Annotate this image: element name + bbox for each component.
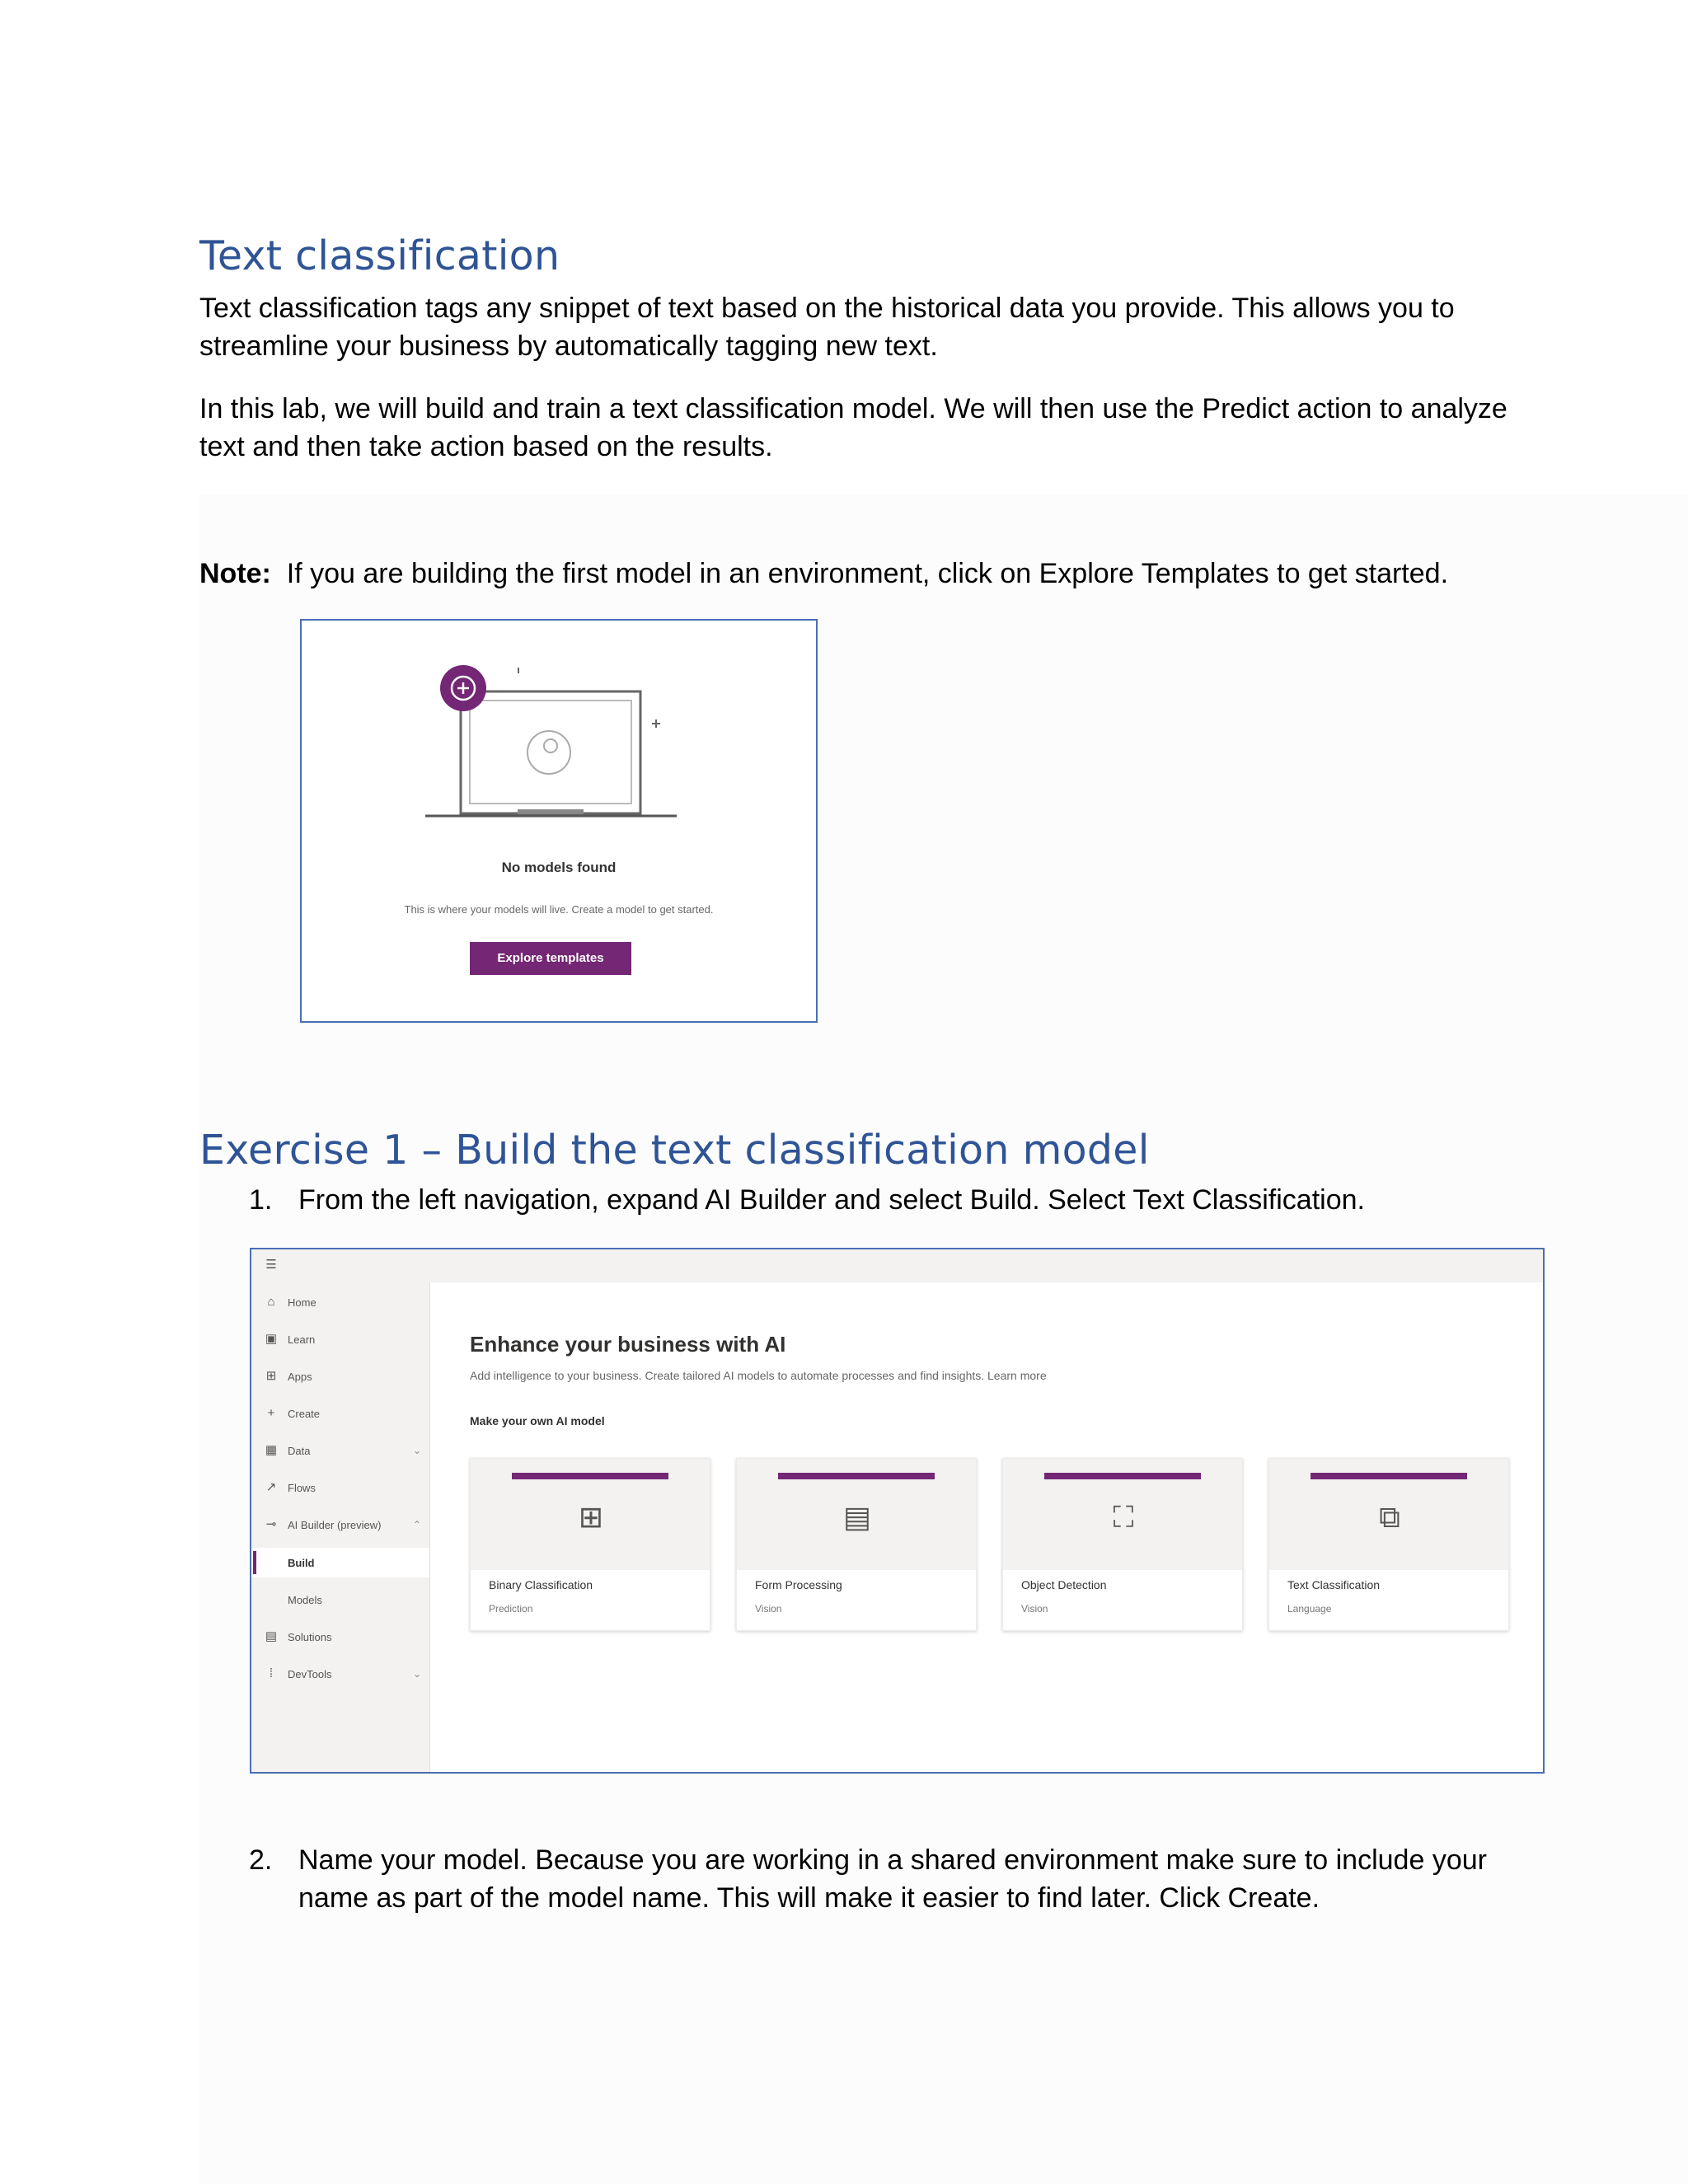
laptop-illustration-icon [302, 621, 819, 818]
left-navigation [251, 1249, 430, 1772]
nav-item-data[interactable] [265, 1439, 422, 1462]
card-accent-bar [778, 1473, 935, 1479]
solutions-icon: ▤ [265, 1629, 278, 1643]
nav-item-build[interactable] [288, 1551, 315, 1574]
note-text: If you are building the first model in an environment, click on Explore Templates to get started. [286, 558, 1449, 589]
hamburger-icon: ☰ [265, 1258, 277, 1272]
card-title: Form Processing [755, 1578, 842, 1591]
note-paragraph [199, 555, 1518, 593]
chevron-down-icon: ⌄ [413, 1445, 422, 1456]
nav-item-label: Create [288, 1407, 321, 1420]
nav-item-label: AI Builder (preview) [288, 1518, 382, 1531]
nav-item-label: Learn [288, 1333, 316, 1346]
empty-state-subtitle: This is where your models will live. Create a model to get started. [404, 903, 714, 916]
hamburger-menu[interactable] [265, 1254, 278, 1277]
nav-item-label: Apps [288, 1370, 312, 1383]
card-text-classification[interactable] [1268, 1458, 1509, 1631]
text-classification-icon: ⧉ [1379, 1500, 1400, 1534]
step-text: Name your model. Because you are working in a shared environment make sure to include your name as part of the model name. This will make it easier to find later. Click Create. [298, 1844, 1487, 1914]
nav-item-label: Home [288, 1296, 316, 1309]
ai-builder-screenshot [250, 1248, 1545, 1774]
nav-item-devtools[interactable] [265, 1662, 422, 1685]
step-text: From the left navigation, expand AI Builder and select Build. Select Text Classification. [298, 1184, 1365, 1216]
section-label: Make your own AI model [470, 1414, 605, 1427]
nav-item-create[interactable] [265, 1402, 320, 1425]
nav-selected-indicator [253, 1551, 256, 1574]
page-subtitle: Add intelligence to your business. Create tailored AI models to automate processes and find insights. Learn more [470, 1369, 1047, 1382]
devtools-icon: ⁞ [269, 1666, 274, 1680]
flow-icon: ↗ [265, 1480, 277, 1494]
nav-item-models[interactable] [288, 1588, 322, 1611]
nav-item-label: DevTools [288, 1667, 332, 1680]
nav-item-label: Flows [288, 1481, 316, 1494]
note-label: Note: [199, 558, 271, 589]
nav-item-home[interactable] [265, 1291, 316, 1314]
book-icon: ▣ [265, 1332, 278, 1346]
nav-item-ai-builder[interactable] [265, 1513, 422, 1536]
card-title: Binary Classification [489, 1578, 593, 1591]
no-models-screenshot [300, 619, 818, 1023]
card-tag: Vision [755, 1603, 782, 1615]
apps-icon: ⊞ [265, 1369, 277, 1383]
lab-paragraph: In this lab, we will build and train a text classification model. We will then use the Predict action to analyze text and then take action based on the results. [199, 393, 1507, 462]
top-bar [429, 1249, 1543, 1282]
exercise-heading: Exercise 1 – Build the text classification model [199, 1127, 1150, 1174]
card-tag: Language [1287, 1603, 1332, 1615]
home-icon: ⌂ [267, 1295, 275, 1309]
chevron-up-icon: ⌃ [413, 1519, 422, 1530]
nav-item-solutions[interactable] [265, 1625, 331, 1648]
nav-item-apps[interactable] [265, 1365, 312, 1388]
nav-item-label: Models [288, 1593, 322, 1606]
nav-item-learn[interactable] [265, 1328, 315, 1351]
card-object-detection[interactable] [1002, 1458, 1243, 1631]
plus-icon: + [267, 1406, 275, 1420]
step-number: 1. [249, 1184, 273, 1216]
card-title: Text Classification [1287, 1578, 1381, 1591]
empty-state-title: No models found [501, 860, 617, 875]
card-tag: Vision [1021, 1603, 1048, 1615]
card-form-processing[interactable] [736, 1458, 977, 1631]
form-processing-icon: ▤ [842, 1500, 871, 1534]
nav-selected-background [251, 1548, 429, 1577]
card-accent-bar [512, 1473, 668, 1479]
card-binary-classification[interactable] [470, 1458, 710, 1631]
card-tag: Prediction [489, 1603, 533, 1615]
binary-classification-icon: ⊞ [578, 1500, 604, 1534]
nav-item-label: Solutions [288, 1630, 332, 1643]
page-title: Enhance your business with AI [470, 1332, 786, 1357]
section-heading: Text classification [199, 232, 560, 279]
card-accent-bar [1044, 1473, 1201, 1479]
nav-item-label: Data [288, 1444, 311, 1457]
step-number: 2. [249, 1844, 273, 1876]
ai-icon: ⊸ [265, 1517, 277, 1531]
object-detection-icon: ⛶ [1113, 1500, 1134, 1534]
explore-templates-button[interactable]: Explore templates [470, 942, 631, 975]
chevron-down-icon: ⌄ [413, 1668, 422, 1680]
nav-item-flows[interactable] [265, 1476, 316, 1499]
intro-paragraph: Text classification tags any snippet of text based on the historical data you provide. This allows you to streamline your business by automatically tagging new text. [199, 293, 1455, 362]
grid-icon: ▦ [265, 1443, 278, 1457]
card-title: Object Detection [1021, 1578, 1107, 1591]
card-accent-bar [1311, 1473, 1467, 1479]
nav-item-label: Build [288, 1556, 315, 1569]
